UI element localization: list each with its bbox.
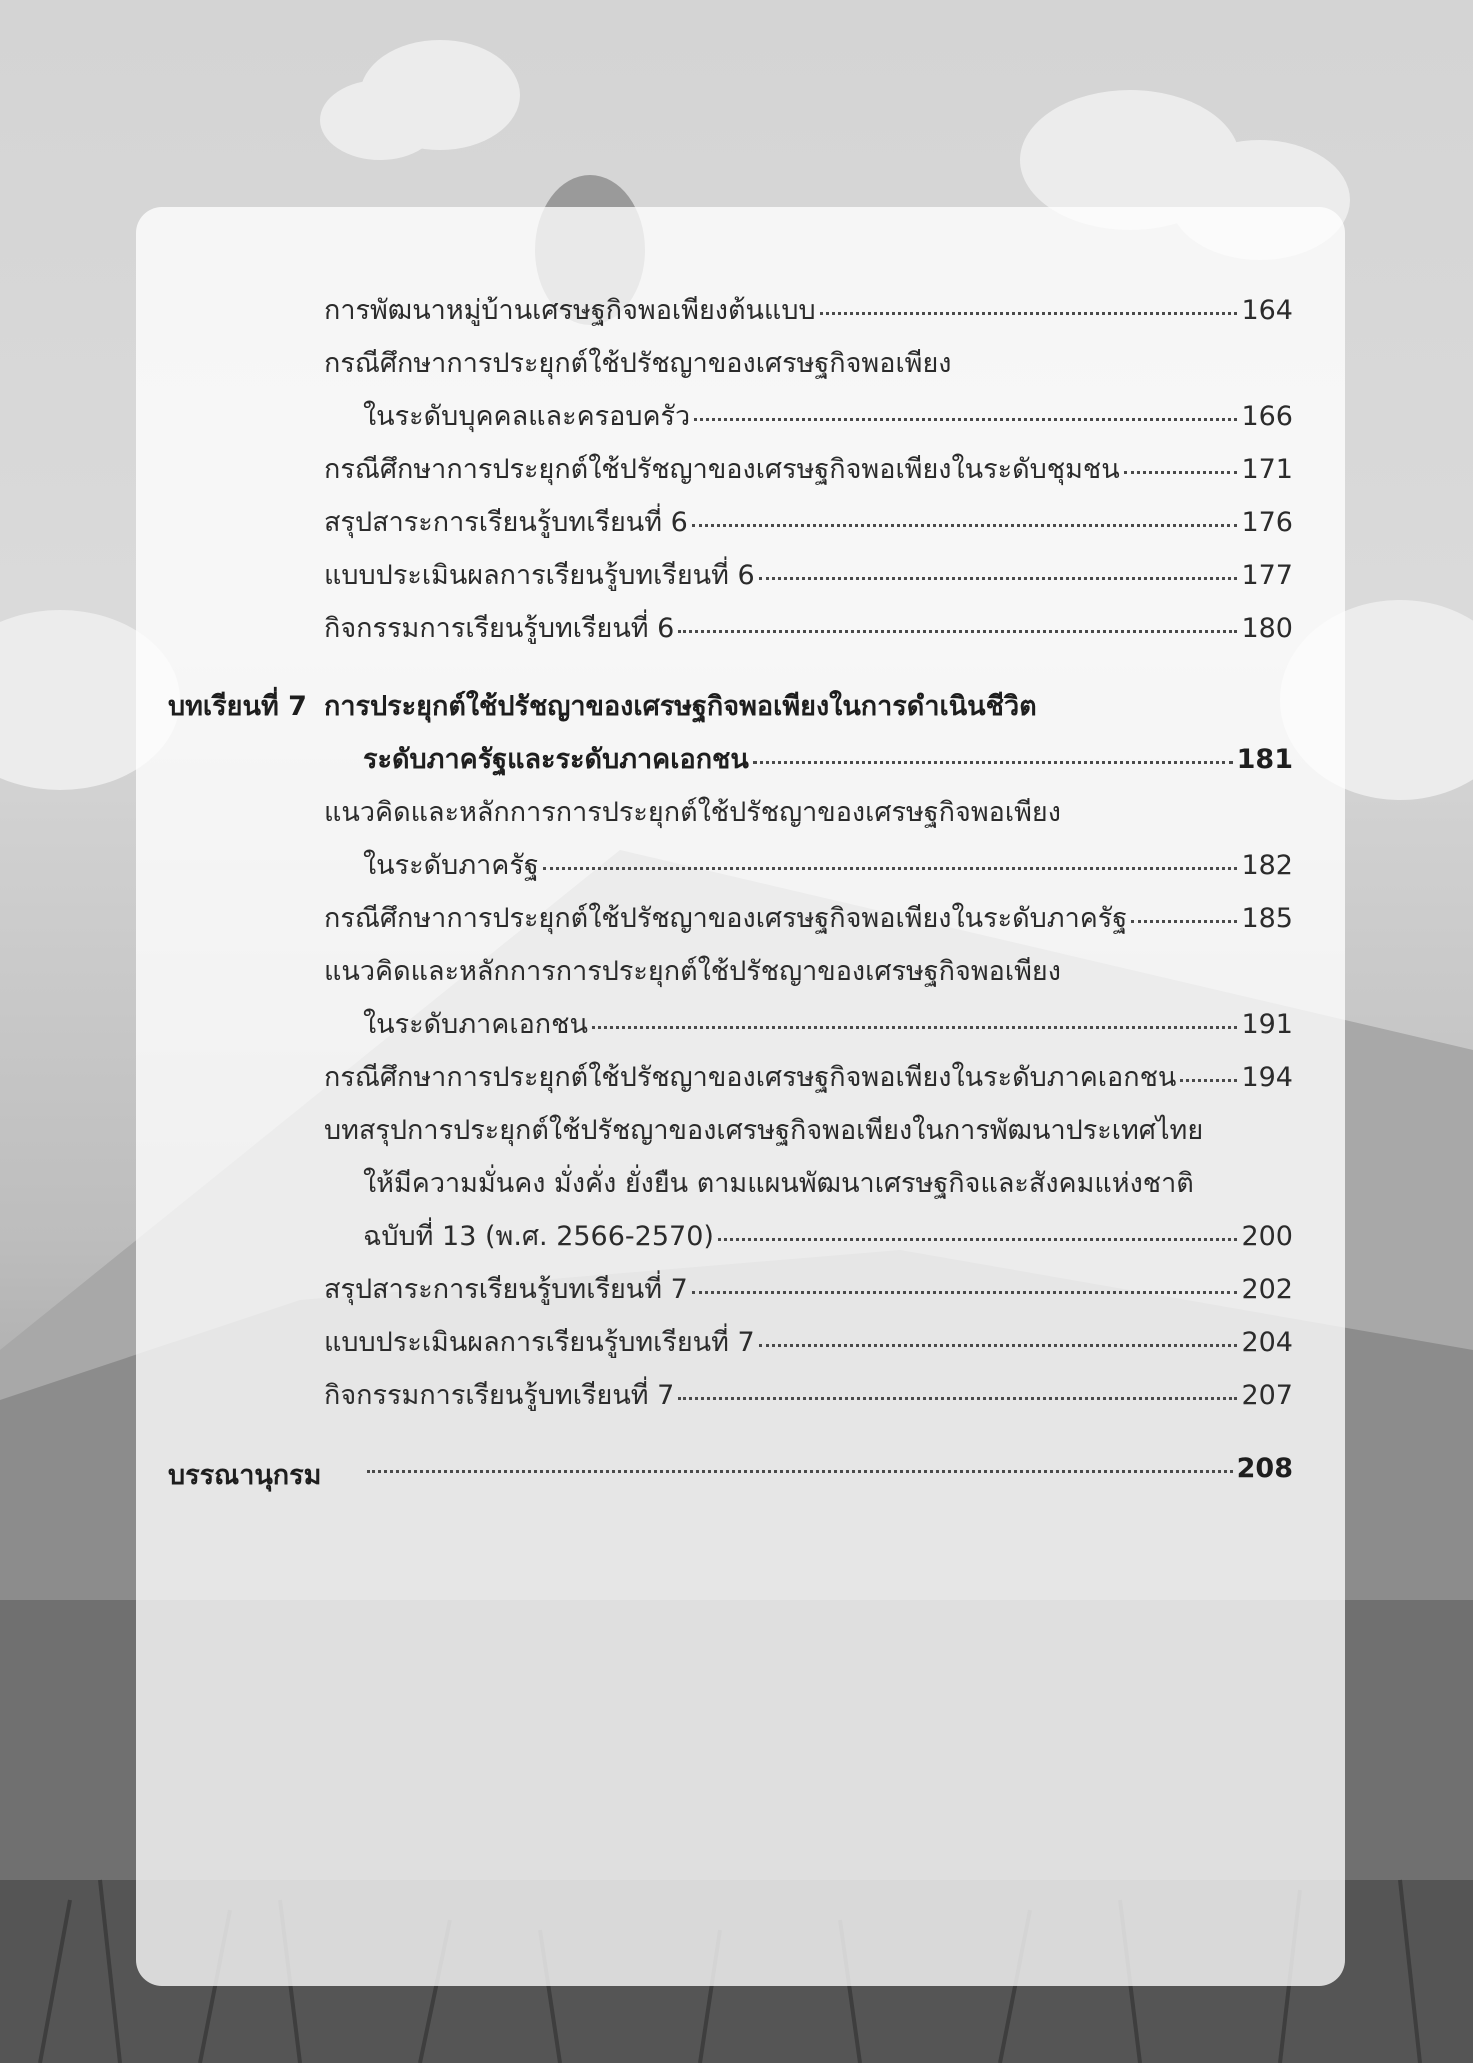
dot-leader: [678, 1397, 1237, 1400]
toc-entry-page: 191: [1241, 1009, 1293, 1040]
toc-entry-title-line2: ในระดับบุคคลและครอบครัว: [363, 401, 691, 432]
dot-leader: [678, 630, 1237, 633]
toc-entry-title-line2: ในระดับภาครัฐ: [363, 850, 539, 881]
toc-entry[interactable]: [324, 1267, 1293, 1307]
toc-entry[interactable]: [324, 500, 1293, 540]
chapter-page: 181: [1236, 744, 1293, 775]
toc-entry[interactable]: [363, 843, 1293, 883]
toc-entry-title: กรณีศึกษาการประยุกต์ใช้ปรัชญาของเศรษฐกิจพอเพียงในระดับชุมชน: [324, 454, 1120, 485]
dot-leader: [753, 761, 1233, 764]
chapter-title-line2: ระดับภาครัฐและระดับภาคเอกชน: [363, 744, 749, 775]
toc-entry-title-line1[interactable]: แนวคิดและหลักการการประยุกต์ใช้ปรัชญาของเศรษฐกิจพอเพียง: [324, 797, 1061, 828]
chapter-title-line1[interactable]: การประยุกต์ใช้ปรัชญาของเศรษฐกิจพอเพียงในการดำเนินชีวิต: [324, 691, 1037, 722]
toc-entry[interactable]: [324, 447, 1293, 487]
bibliography-page: 208: [1236, 1453, 1293, 1484]
dot-leader: [1124, 471, 1238, 474]
toc-entry-page: 185: [1241, 903, 1293, 934]
toc-entry-page: 200: [1241, 1221, 1293, 1252]
toc-entry-title: แบบประเมินผลการเรียนรู้บทเรียนที่ 7: [324, 1327, 755, 1358]
toc-entry-title: กิจกรรมการเรียนรู้บทเรียนที่ 7: [324, 1380, 675, 1411]
dot-leader: [820, 312, 1238, 315]
toc-entry[interactable]: [324, 288, 1293, 328]
toc-entry-page: 176: [1241, 507, 1293, 538]
dot-leader: [1180, 1079, 1237, 1082]
chapter-entry[interactable]: [363, 737, 1293, 777]
dot-leader: [692, 524, 1238, 527]
toc-entry-title-line1[interactable]: บทสรุปการประยุกต์ใช้ปรัชญาของเศรษฐกิจพอเพียงในการพัฒนาประเทศไทย: [324, 1115, 1204, 1146]
toc-entry-page: 180: [1241, 613, 1293, 644]
toc-entry-title: กรณีศึกษาการประยุกต์ใช้ปรัชญาของเศรษฐกิจพอเพียงในระดับภาครัฐ: [324, 903, 1128, 934]
toc-entry-title-line3: ฉบับที่ 13 (พ.ศ. 2566-2570): [363, 1221, 714, 1252]
bibliography-label: บรรณานุกรม: [168, 1460, 322, 1491]
toc-entry-page: 204: [1241, 1327, 1293, 1358]
toc-entry-title-line2: ในระดับภาคเอกชน: [363, 1009, 588, 1040]
toc-entry-title-line2: ให้มีความมั่นคง มั่งคั่ง ยั่งยืน ตามแผนพัฒนาเศรษฐกิจและสังคมแห่งชาติ: [363, 1168, 1194, 1199]
toc-entry[interactable]: [324, 606, 1293, 646]
dot-leader: [694, 418, 1237, 421]
toc-entry-page: 202: [1241, 1274, 1293, 1305]
toc-entry[interactable]: [324, 1320, 1293, 1360]
dot-leader: [543, 867, 1238, 870]
toc-entry[interactable]: [324, 1373, 1293, 1413]
toc-entry-title-line1[interactable]: แนวคิดและหลักการการประยุกต์ใช้ปรัชญาของเศรษฐกิจพอเพียง: [324, 956, 1061, 987]
toc-entry-page: 171: [1241, 454, 1293, 485]
toc-entry-title-line1[interactable]: กรณีศึกษาการประยุกต์ใช้ปรัชญาของเศรษฐกิจพอเพียง: [324, 348, 952, 379]
toc-entry-page: 177: [1241, 560, 1293, 591]
dot-leader: [759, 1344, 1238, 1347]
toc-entry-title: แบบประเมินผลการเรียนรู้บทเรียนที่ 6: [324, 560, 755, 591]
toc-entry-page: 194: [1241, 1062, 1293, 1093]
chapter-label: บทเรียนที่ 7: [168, 691, 307, 722]
toc-entry[interactable]: [324, 1055, 1293, 1095]
bibliography-entry[interactable]: [363, 1453, 1293, 1493]
toc-entry-title: สรุปสาระการเรียนรู้บทเรียนที่ 6: [324, 507, 688, 538]
toc-entry[interactable]: [363, 1214, 1293, 1254]
toc-entry-page: 166: [1241, 401, 1293, 432]
toc-entry-page: 207: [1241, 1380, 1293, 1411]
toc-entry-title: กิจกรรมการเรียนรู้บทเรียนที่ 6: [324, 613, 675, 644]
toc-entry-page: 182: [1241, 850, 1293, 881]
dot-leader: [592, 1026, 1238, 1029]
toc-entry-title: กรณีศึกษาการประยุกต์ใช้ปรัชญาของเศรษฐกิจพอเพียงในระดับภาคเอกชน: [324, 1062, 1177, 1093]
toc-entry[interactable]: [324, 896, 1293, 936]
toc-entry[interactable]: [363, 1002, 1293, 1042]
dot-leader: [759, 577, 1238, 580]
toc-entry[interactable]: [363, 394, 1293, 434]
dot-leader: [367, 1470, 1233, 1473]
dot-leader: [1131, 920, 1237, 923]
dot-leader: [692, 1291, 1238, 1294]
toc-entry-title: สรุปสาระการเรียนรู้บทเรียนที่ 7: [324, 1274, 688, 1305]
toc-entry-title: การพัฒนาหมู่บ้านเศรษฐกิจพอเพียงต้นแบบ: [324, 295, 816, 326]
toc-entry-page: 164: [1241, 295, 1293, 326]
toc-entry[interactable]: [324, 553, 1293, 593]
dot-leader: [718, 1238, 1238, 1241]
